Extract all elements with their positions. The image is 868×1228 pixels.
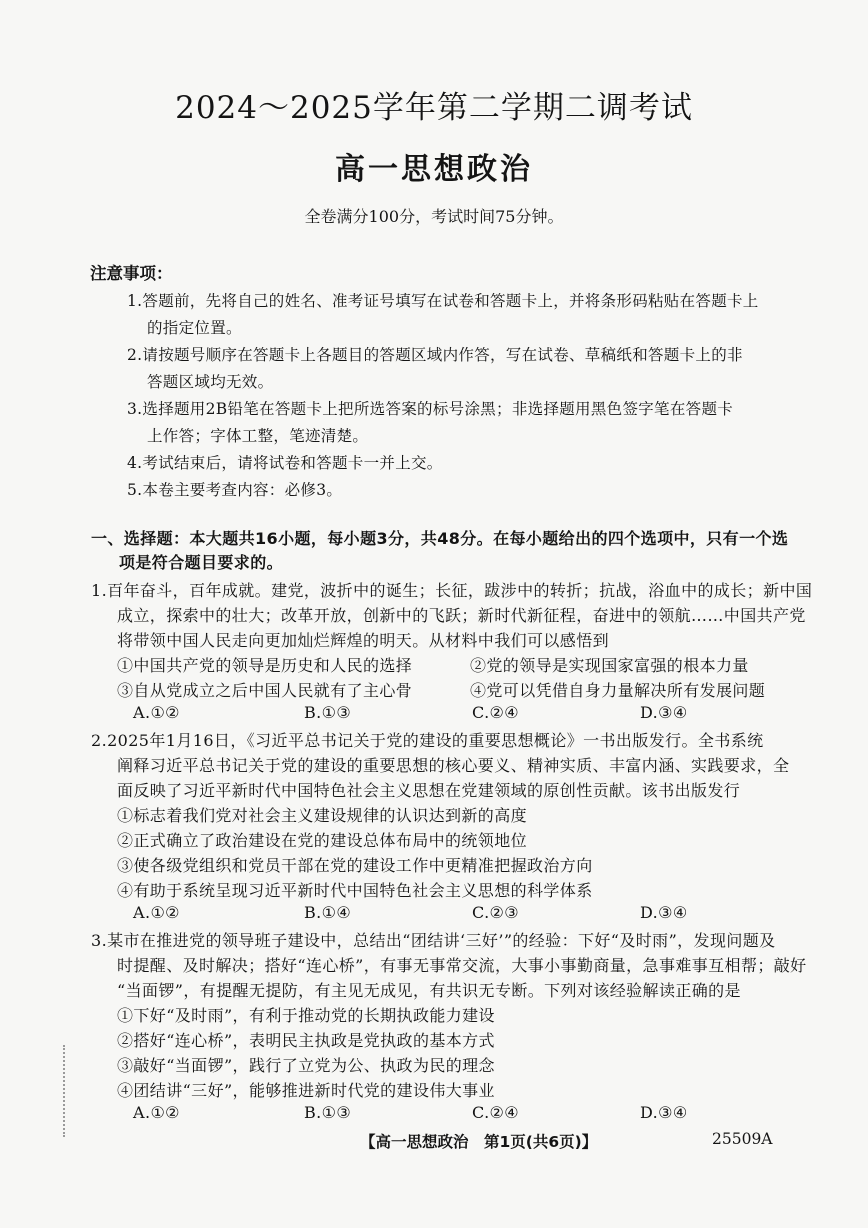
q3-item: ④团结讲“三好”，能够推进新时代党的建设伟大事业 [117,1081,495,1100]
q3-stem-line: 时提醒、及时解决；搭好“连心桥”，有事无事常交流，大事小事勤商量，急事难事互相帮；敲好 [117,956,807,975]
q2-option-b: B.①④ [304,903,352,922]
paper-code: 25509A [712,1130,773,1148]
note-line: 的指定位置。 [147,319,242,337]
notes-heading: 注意事项： [90,264,173,283]
q3-option-b: B.①③ [304,1103,352,1122]
q2-option-d: D.③④ [640,903,688,922]
section-heading: 一、选择题：本大题共16小题，每小题3分，共48分。在每小题给出的四个选项中，只有一个选 [91,529,789,548]
q2-item: ①标志着我们党对社会主义建设规律的认识达到新的高度 [117,806,528,825]
note-line: 5.本卷主要考查内容：必修3。 [127,481,343,499]
note-line: 3.选择题用2B铅笔在答题卡上把所选答案的标号涂黑；非选择题用黑色签字笔在答题卡 [127,400,734,418]
page-footer: 【高一思想政治 第1页(共6页)】 [360,1133,598,1151]
q2-stem-line: 面反映了习近平新时代中国特色社会主义思想在党建领域的原创性贡献。该书出版发行 [117,781,741,800]
q1-option-b: B.①③ [304,703,352,722]
exam-title: 2024～2025学年第二学期二调考试 [175,90,693,126]
q1-stem-line: 将带领中国人民走向更加灿烂辉煌的明天。从材料中我们可以感悟到 [117,631,610,650]
binding-margin-dots [63,1045,65,1137]
section-heading-cont: 项是符合题目要求的。 [119,553,284,572]
q3-item: ③敲好“当面锣”，践行了立党为公、执政为民的理念 [117,1056,495,1075]
q2-stem-line: 阐释习近平总书记关于党的建设的重要思想的核心要义、精神实质、丰富内涵、实践要求，全 [117,756,790,775]
q2-item: ③使各级党组织和党员干部在党的建设工作中更精准把握政治方向 [117,856,593,875]
q3-item: ②搭好“连心桥”，表明民主执政是党执政的基本方式 [117,1031,495,1050]
note-line: 上作答；字体工整，笔迹清楚。 [147,427,369,445]
q3-option-d: D.③④ [640,1103,688,1122]
q1-item: ②党的领导是实现国家富强的根本力量 [470,656,749,675]
q1-item: ①中国共产党的领导是历史和人民的选择 [117,656,413,675]
q1-item: ④党可以凭借自身力量解决所有发展问题 [470,681,766,700]
q1-item: ③自从党成立之后中国人民就有了主心骨 [117,681,413,700]
q3-item: ①下好“及时雨”，有利于推动党的长期执政能力建设 [117,1006,495,1025]
exam-score-time: 全卷满分100分，考试时间75分钟。 [304,207,564,226]
q2-item: ②正式确立了政治建设在党的建设总体布局中的统领地位 [117,831,528,850]
q2-item: ④有助于系统呈现习近平新时代中国特色社会主义思想的科学体系 [117,881,593,900]
note-line: 2.请按题号顺序在答题卡上各题目的答题区域内作答，写在试卷、草稿纸和答题卡上的非 [127,346,743,364]
q1-option-c: C.②④ [472,703,520,722]
q1-option-a: A.①② [133,703,180,722]
q3-option-a: A.①② [133,1103,180,1122]
q3-stem-line: “当面锣”，有提醒无提防，有主见无成见，有共识无专断。下列对该经验解读正确的是 [117,981,741,1000]
q2-option-a: A.①② [133,903,180,922]
note-line: 4.考试结束后，请将试卷和答题卡一并上交。 [127,454,443,472]
q1-option-d: D.③④ [640,703,688,722]
q1-stem-line: 成立，探索中的壮大；改革开放，创新中的飞跃；新时代新征程，奋进中的领航……中国共产党 [117,606,806,625]
note-line: 1.答题前，先将自己的姓名、准考证号填写在试卷和答题卡上，并将条形码粘贴在答题卡上 [127,292,759,310]
exam-subject: 高一思想政治 [335,152,533,187]
q3-option-c: C.②④ [472,1103,520,1122]
q2-stem-line: 2.2025年1月16日，《习近平总书记关于党的建设的重要思想概论》一书出版发行。全书系统 [91,731,764,750]
note-line: 答题区域均无效。 [147,373,274,391]
q3-stem-line: 3.某市在推进党的领导班子建设中，总结出“团结讲‘三好’”的经验：下好“及时雨”，发现问题及 [91,931,776,950]
q2-option-c: C.②③ [472,903,520,922]
q1-stem-line: 1.百年奋斗，百年成就。建党，波折中的诞生；长征，跋涉中的转折；抗战，浴血中的成长；新中国 [91,581,813,600]
